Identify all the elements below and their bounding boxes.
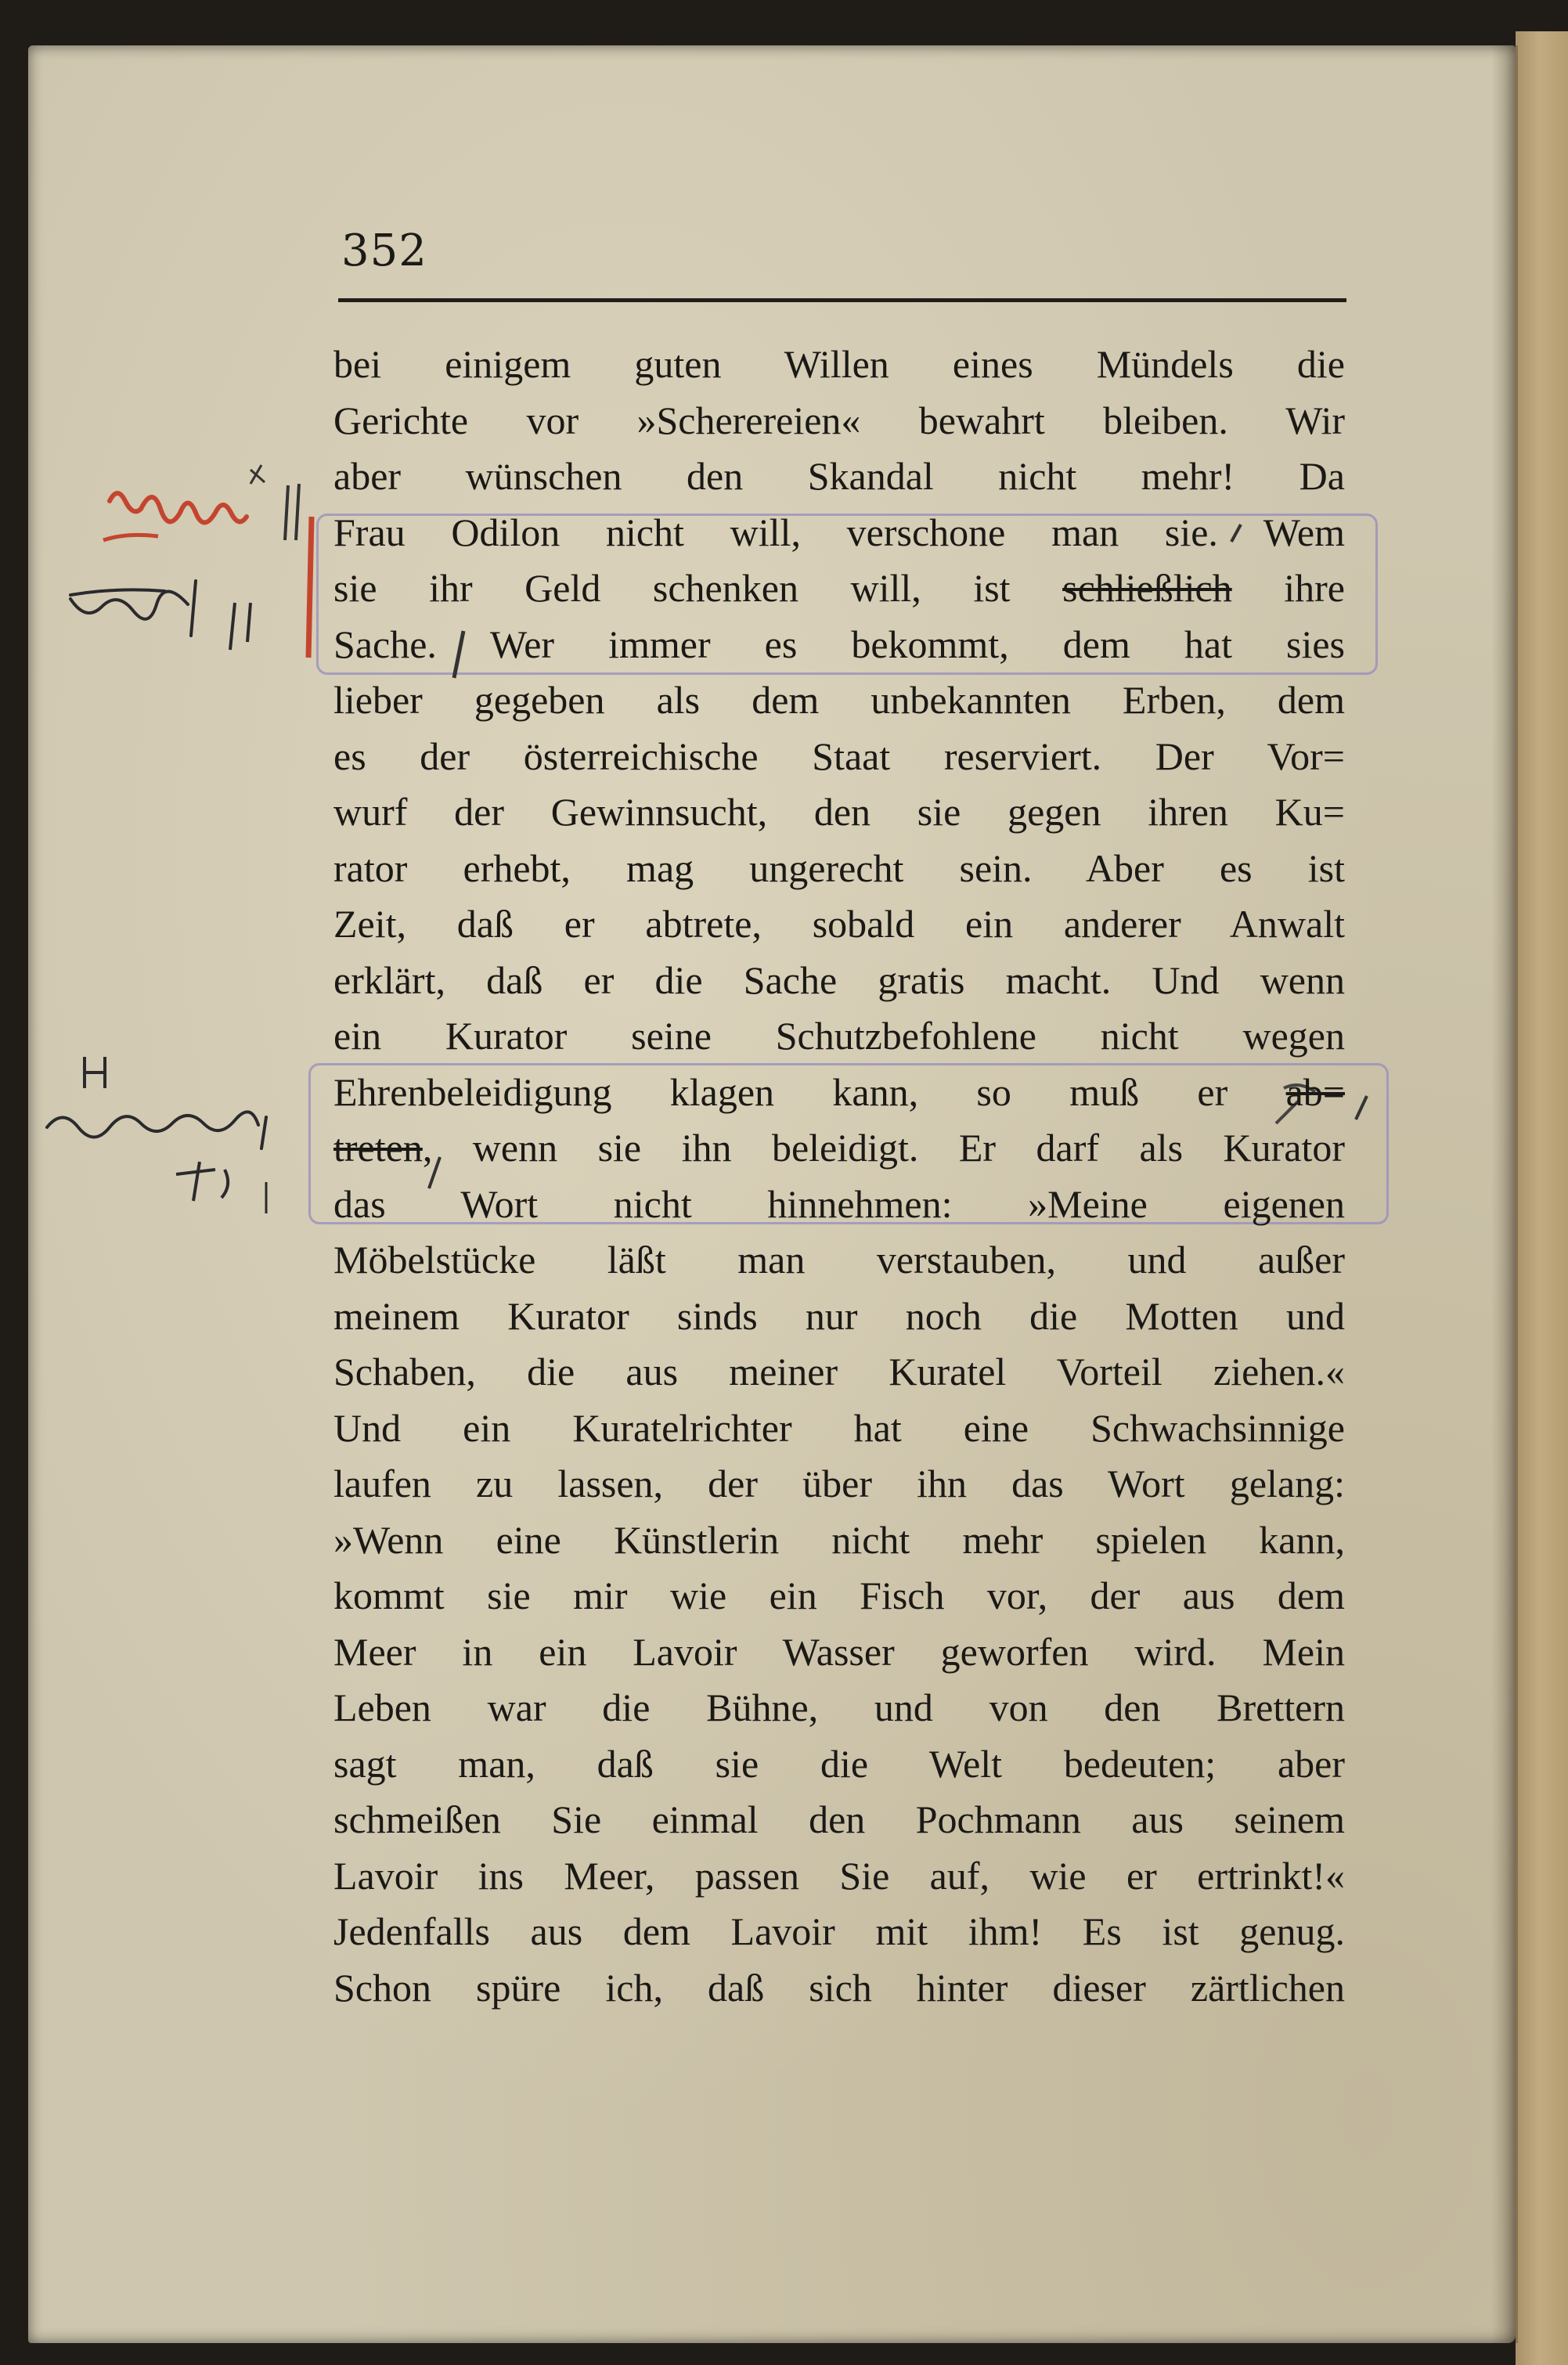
page-number: 352 <box>341 225 427 276</box>
text-line-15: treten, wenn sie ihn beleidigt. Er darf als Kurator <box>333 1126 1345 1170</box>
text-line-12: erklärt, daß er die Sache gratis macht. Und wenn <box>333 957 1345 1002</box>
text-line-8: es der österreichische Staat reserviert. Der Vor= <box>333 734 1345 778</box>
text-line-26: sagt man, daß sie die Welt bedeuten; aber <box>333 1741 1345 1786</box>
text-line-5: sie ihr Geld schenken will, ist schließlich ihre <box>333 566 1345 610</box>
text-line-9: wurf der Gewinnsucht, den sie gegen ihren Ku= <box>333 790 1345 834</box>
text-line-13: ein Kurator seine Schutzbefohlene nicht wegen <box>333 1014 1345 1058</box>
text-line-24: Meer in ein Lavoir Wasser geworfen wird. Mein <box>333 1629 1345 1674</box>
text-line-2: Gerichte vor »Scherereien« bewahrt bleiben. Wir <box>333 398 1345 442</box>
text-line-6: Sache. Wer immer es bekommt, dem hat sies <box>333 622 1345 666</box>
text-line-25: Leben war die Bühne, und von den Brettern <box>333 1685 1345 1729</box>
text-line-17: Möbelstücke läßt man verstauben, und außer <box>333 1238 1345 1282</box>
text-line-14: Ehrenbeleidigung klagen kann, so muß er ab= <box>333 1069 1345 1114</box>
text-line-30: Schon spüre ich, daß sich hinter dieser zärtlichen <box>333 1965 1345 2010</box>
text-line-22: »Wenn eine Künstlerin nicht mehr spielen kann, <box>333 1517 1345 1562</box>
text-line-4: Frau Odilon nicht will, verschone man sie. Wem <box>333 510 1345 554</box>
text-line-21: laufen zu lassen, der über ihn das Wort gelang: <box>333 1462 1345 1505</box>
text-line-28: Lavoir ins Meer, passen Sie auf, wie er ertrinkt!« <box>333 1853 1345 1898</box>
struck-word: schließlich <box>1062 566 1232 610</box>
struck-word: ab= <box>1285 1069 1345 1114</box>
text-line-16: das Wort nicht hinnehmen: »Meine eigenen <box>333 1181 1345 1226</box>
text-line-3: aber wünschen den Skandal nicht mehr! Da <box>333 454 1345 498</box>
text-line-11: Zeit, daß er abtrete, sobald ein anderer Anwalt <box>333 902 1345 946</box>
text-line-10: rator erhebt, mag ungerecht sein. Aber es ist <box>333 845 1345 890</box>
text-line-29: Jedenfalls aus dem Lavoir mit ihm! Es ist genug. <box>333 1909 1345 1953</box>
text-line-27: schmeißen Sie einmal den Pochmann aus seinem <box>333 1797 1345 1841</box>
text-line-20: Und ein Kuratelrichter hat eine Schwachsinnige <box>333 1405 1345 1450</box>
struck-word: treten <box>333 1126 423 1170</box>
text-line-19: Schaben, die aus meiner Kuratel Vorteil ziehen.« <box>333 1350 1345 1393</box>
text-line-23: kommt sie mir wie ein Fisch vor, der aus dem <box>333 1574 1345 1617</box>
text-line-1: bei einigem guten Willen eines Mündels die <box>333 342 1345 386</box>
body-text <box>333 337 1345 2016</box>
text-line-7: lieber gegeben als dem unbekannten Erben, dem <box>333 678 1345 722</box>
text-line-18: meinem Kurator sinds nur noch die Motten und <box>333 1293 1345 1338</box>
